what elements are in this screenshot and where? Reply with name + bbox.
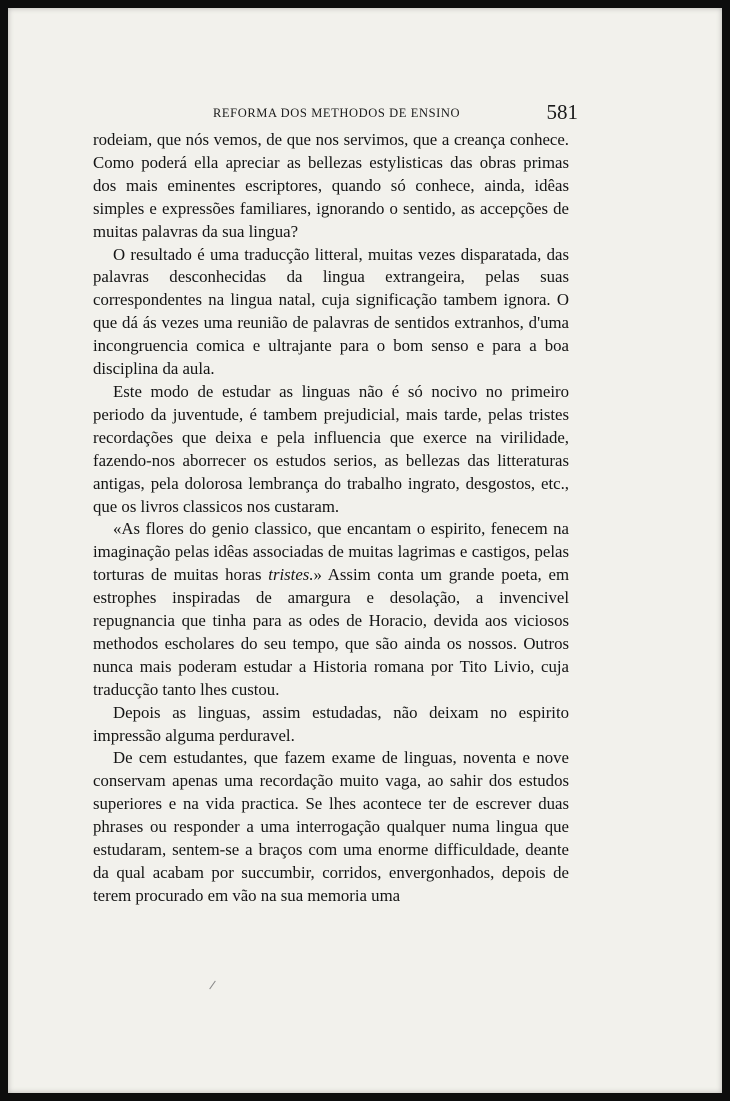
page-number: 581 <box>546 100 578 124</box>
page-header <box>213 100 578 126</box>
paragraph-4-end: » Assim conta um grande poeta, em estrophes inspiradas de amargura e desolação, a invencivel repugnancia que tinha para as odes de Horacio, devida aos viciosos methodos escholares do seu tempo, que são ainda os nossos. Outros nunca mais poderam estudar a Historia romana por Tito Livio, cuja traducção tanto lhes custou. <box>93 565 569 699</box>
running-title: REFORMA DOS METHODOS DE ENSINO <box>213 106 461 120</box>
paragraph-4-start: «As flores do genio classico, que encantam o espirito, fenecem na imaginação pelas idêas associadas de muitas lagrimas e castigos, pelas torturas de muitas horas <box>93 519 569 585</box>
paragraph-1: rodeiam, que nós vemos, de que nos servimos, que a creança conhece. Como poderá ella apreciar as bellezas estylisticas das obras primas dos mais eminentes escriptores, quando só conhece, ainda, idêas simples e expressões familiares, ignorando o sentido, as accepções de muitas palavras da sua lingua? <box>93 130 569 241</box>
paragraph-6: De cem estudantes, que fazem exame de linguas, noventa e nove conservam apenas uma recordação muito vaga, ao sahir dos estudos superiores e na vida practica. Se lhes acontece ter de escrever duas phrases ou responder a uma interrogação qualquer numa lingua que estudaram, sentem-se a braços com uma enorme difficuldade, deante da qual acabam por succumbir, corridos, envergonhados, depois de terem procurado em vão na sua memoria uma <box>93 748 569 905</box>
paragraph-5: Depois as linguas, assim estudadas, não deixam no espirito impressão alguma perduravel. <box>93 702 569 745</box>
paragraph-4-italic: tristes. <box>268 565 314 585</box>
paragraph-2: O resultado é uma traducção litteral, muitas vezes disparatada, das palavras desconhecidas da lingua extrangeira, pelas suas correspondentes na lingua natal, cuja significação tambem ignora. O que dá ás vezes uma reunião de palavras de sentidos extranhos, d'uma incongruencia comica e ultrajante para o bom senso e para a boa disciplina da aula. <box>93 244 569 379</box>
body-text <box>93 129 569 908</box>
paragraph-4 <box>93 518 569 701</box>
paragraph-3: Este modo de estudar as linguas não é só nocivo no primeiro periodo da juventude, é tambem prejudicial, mais tarde, pelas tristes recordações que deixa e pela influencia que exerce na virilidade, fazendo-nos aborrecer os estudos serios, as bellezas das litteraturas antigas, pela dolorosa lembrança do trabalho ingrato, desgostos, etc., que os livros classicos nos custaram. <box>93 381 569 516</box>
